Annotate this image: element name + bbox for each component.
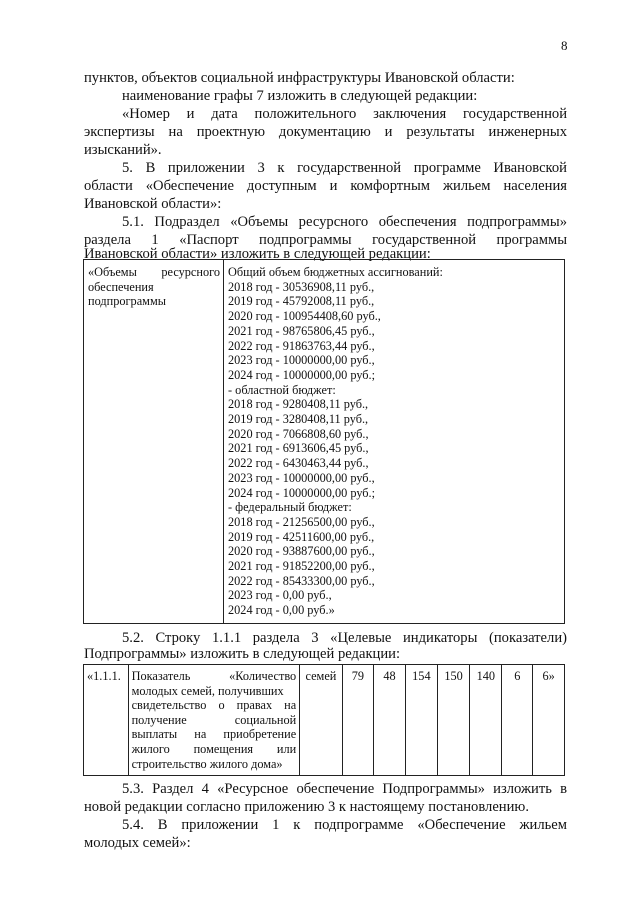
resource-line: 2021 год - 6913606,45 руб., [228, 441, 369, 456]
resource-line: 2024 год - 0,00 руб.» [228, 603, 335, 618]
resources-table [83, 259, 565, 624]
paragraph-line: 5. В приложении 3 к государственной программе Ивановской [122, 160, 567, 176]
paragraph-line: 5.4. В приложении 1 к подпрограмме «Обеспечение жильем [122, 817, 567, 833]
resource-line: 2018 год - 30536908,11 руб., [228, 279, 375, 294]
paragraph-line: экспертизы на проектную документацию и результаты инженерных [84, 124, 567, 140]
indicator-unit: семей [300, 665, 342, 776]
paragraph-line: 5.3. Раздел 4 «Ресурсное обеспечение Подпрограммы» изложить в [122, 781, 567, 797]
resource-line: 2020 год - 100954408,60 руб., [228, 309, 381, 324]
desc-line: Показатель «Количество [131, 669, 297, 683]
indicator-value: 140 [470, 665, 502, 776]
resource-line: 2023 год - 0,00 руб., [228, 588, 332, 603]
resources-values-cell [224, 260, 565, 624]
indicator-value: 154 [405, 665, 437, 776]
resource-line: 2018 год - 21256500,00 руб., [228, 514, 375, 529]
resource-line: - федеральный бюджет: [228, 500, 352, 515]
paragraph-line: Ивановской области» изложить в следующей редакции: [84, 246, 431, 262]
resource-line: 2021 год - 91852200,00 руб., [228, 559, 375, 574]
label-line: подпрограммы [88, 294, 166, 309]
resource-line: 2019 год - 3280408,11 руб., [228, 412, 369, 427]
indicator-value: 6 [502, 665, 533, 776]
resource-line: 2019 год - 45792008,11 руб., [228, 294, 375, 309]
paragraph-line: наименование графы 7 изложить в следующей редакции: [122, 88, 478, 104]
paragraph-line: молодых семей»: [84, 835, 191, 851]
indicator-table [83, 664, 565, 776]
resource-line: 2021 год - 98765806,45 руб., [228, 323, 375, 338]
resource-line: 2020 год - 7066808,60 руб., [228, 426, 369, 441]
resource-line: - областной бюджет: [228, 382, 336, 397]
desc-line: выплаты на приобретение [131, 727, 297, 742]
resource-line: 2022 год - 6430463,44 руб., [228, 456, 369, 471]
indicator-number: «1.1.1. [84, 665, 129, 776]
resource-line: 2020 год - 93887600,00 руб., [228, 544, 375, 559]
page-number: 8 [561, 38, 568, 53]
indicator-value: 6» [533, 665, 565, 776]
paragraph-line: 5.2. Строку 1.1.1 раздела 3 «Целевые индикаторы (показатели) [122, 630, 567, 646]
resource-line: 2018 год - 9280408,11 руб., [228, 397, 369, 412]
resource-line: 2022 год - 85433300,00 руб., [228, 573, 375, 588]
desc-line: жилого помещения или [131, 741, 297, 756]
paragraph-line: раздела 1 «Паспорт подпрограммы государственной программы [84, 232, 567, 248]
paragraph-line: изысканий». [84, 142, 162, 158]
paragraph-line: «Номер и дата положительного заключения государственной [122, 106, 567, 122]
paragraph-line: 5.1. Подраздел «Объемы ресурсного обеспечения подпрограммы» [122, 214, 567, 230]
indicator-value: 79 [342, 665, 374, 776]
desc-line: молодых семей, получивших [131, 683, 284, 698]
resource-line: Общий объем бюджетных ассигнований: [228, 265, 443, 279]
resource-line: 2024 год - 10000000,00 руб.; [228, 367, 376, 382]
resource-line: 2022 год - 91863763,44 руб., [228, 338, 375, 353]
resource-line: 2023 год - 10000000,00 руб., [228, 470, 375, 485]
paragraph-line: пунктов, объектов социальной инфраструктуры Ивановской области: [84, 70, 515, 86]
label-line: «Объемы ресурсного [88, 265, 220, 279]
resource-line: 2019 год - 42511600,00 руб., [228, 529, 375, 544]
resource-line: 2024 год - 10000000,00 руб.; [228, 485, 376, 500]
resources-label-cell [84, 260, 224, 624]
paragraph-line: Подпрограммы» изложить в следующей редакции: [84, 646, 401, 662]
table-row [84, 665, 565, 776]
paragraph-line: Ивановской области»: [84, 196, 222, 212]
desc-line: получение социальной [131, 712, 297, 727]
paragraph-line: области «Обеспечение доступным и комфортным жильем населения [84, 178, 567, 194]
desc-line: свидетельство о правах на [131, 698, 297, 713]
label-line: обеспечения [88, 279, 154, 294]
desc-line: строительство жилого дома» [131, 756, 283, 771]
indicator-value: 150 [437, 665, 469, 776]
indicator-description [128, 665, 300, 776]
indicator-value: 48 [374, 665, 406, 776]
paragraph-line: новой редакции согласно приложению 3 к настоящему постановлению. [84, 799, 529, 815]
resource-line: 2023 год - 10000000,00 руб., [228, 353, 375, 368]
